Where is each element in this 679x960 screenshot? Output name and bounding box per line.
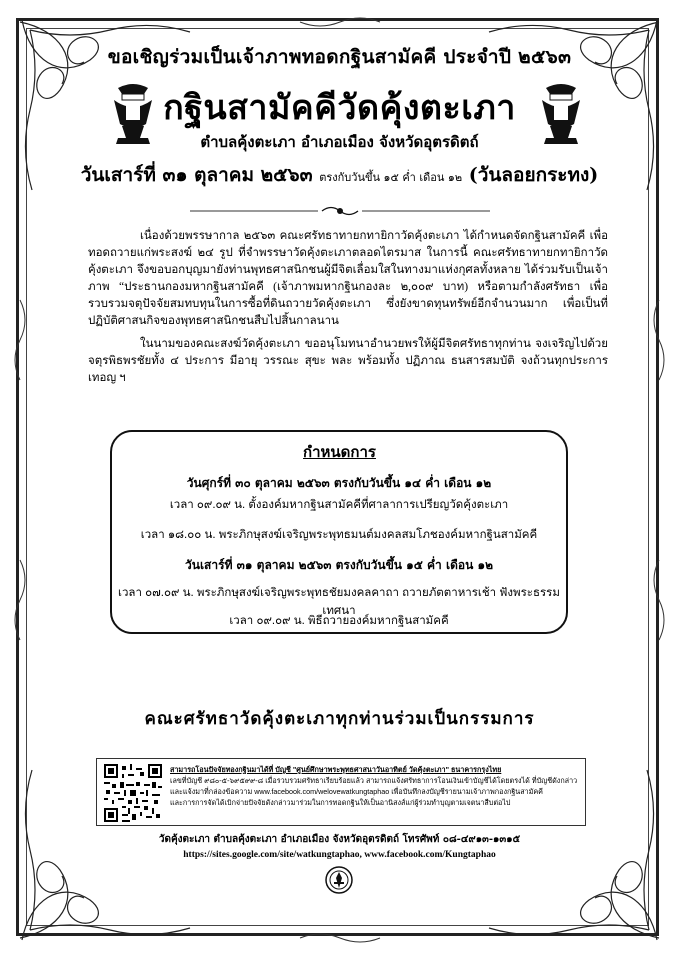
ornamental-divider <box>190 204 490 218</box>
schedule-day-heading: วันเสาร์ที่ ๓๑ ตุลาคม ๒๕๖๓ ตรงกับวันขึ้น ๑๕ ค่ำ เดือน ๑๒ <box>185 558 493 572</box>
donation-line: และแจ้งมาที่กล่องข้อความ www.facebook.com/welovewatkungtaphao เพื่อบันทึกลงบัญชีรายนามเจ้าภาพกองกฐินสามัคคี <box>170 787 543 796</box>
footer-address: วัดคุ้งตะเภา ตำบลคุ้งตะเภา อำเภอเมือง จังหวัดอุตรดิตถ์ โทรศัพท์ ๐๘-๔๙๑๓-๑๓๑๕ <box>158 834 521 845</box>
schedule-item: เวลา ๐๙.๐๙ น. ตั้งองค์มหากฐินสามัคคีที่ศาลาการเปรียญวัดคุ้งตะเภา <box>169 499 509 511</box>
date-lunar: ตรงกับวันขึ้น ๑๕ ค่ำ เดือน ๑๒ <box>319 171 463 184</box>
donation-line: เลขที่บัญชี ๙๘๐-๕-๖๙๕๙๙-๘ เมื่อรวบรวมศรัทธาเรียบร้อยแล้ว สามารถแจ้งศรัทธาการโอนเงินเข้าบัญชีได้โดยตรงได้ ที่บัญชีดังกล่าว <box>170 776 578 785</box>
donation-text <box>170 764 578 808</box>
body-paragraph: ในนามของคณะสงฆ์วัดคุ้งตะเภา ขออนุโมทนาอำนวยพรให้ผู้มีจิตศรัทธาทุกท่าน จงเจริญไปด้วยจตุรพิธพรชัยทั้ง ๔ ประการ มีอายุ วรรณะ สุขะ พละ พร้อมทั้ง ปฏิภาณ ธนสารสมบัติ จงถ้วนทุกประการ เทอญ ฯ <box>88 338 608 384</box>
date-main: วันเสาร์ที่ ๓๑ ตุลาคม ๒๕๖๓ <box>80 164 313 186</box>
schedule-item: เวลา ๑๘.๐๐ น. พระภิกษุสงฆ์เจริญพระพุทธมนต์มงคลสมโภชองค์มหากฐินสามัคคี <box>140 529 538 541</box>
committee-banner: คณะศรัทธาวัดคุ้งตะเภาทุกท่านร่วมเป็นกรรมการ <box>144 709 535 729</box>
ceremony-date <box>0 160 679 190</box>
page-title: กฐินสามัคคีวัดคุ้งตะเภา <box>163 88 516 128</box>
schedule-item: เวลา ๐๙.๐๙ น. พิธีถวายองค์มหากฐินสามัคคี <box>229 615 449 627</box>
schedule-day-heading: วันศุกร์ที่ ๓๐ ตุลาคม ๒๕๖๓ ตรงกับวันขึ้น ๑๔ ค่ำ เดือน ๑๒ <box>186 476 492 490</box>
qr-code-icon[interactable] <box>104 764 162 822</box>
schedule-item: เวลา ๐๗.๐๙ น. พระภิกษุสงฆ์เจริญพระพุทธชัยมงคลคาถา ถวายภัตตาหารเช้า ฟังพระธรรมเทศนา <box>118 587 560 617</box>
body-paragraph: เนื่องด้วยพรรษากาล ๒๕๖๓ คณะศรัทธาทายกทายิกาวัดคุ้งตะเภา ได้กำหนดจัดกฐินสามัคคี เพื่อทอดถวายแก่พระสงฆ์ ๒๔ รูป ที่จำพรรษาวัดคุ้งตะเภาตลอดไตรมาส ในการนี้ คณะศรัทธาทายกทายิกาวัดคุ้งตะเภา จึงขอบอกบุญมายังท่านพุทธศาสนิกชนผู้มีจิตเลื่อมใสในทางมาแห่งกุศลทั้งหลาย ได้ร่วมรับเป็นเจ้าภาพ “ประธานกองมหากฐินสามัคคี (เจ้าภาพมหากฐินกองละ ๒,๐๐๙ บาท) หรือตามกำลังศรัทธา เพื่อรวบรวมจตุปัจจัยสมทบทุนในการซื้อที่ดินถวายวัดคุ้งตะเภา ซึ่งยังขาดทุนทรัพย์อีกจำนวนมาก เพื่อเป็นที่ปฏิบัติศาสนกิจของพุทธศาสนิกชนสืบไปสิ้นกาลนาน <box>88 230 608 327</box>
invitation-body <box>88 228 608 393</box>
date-note: (วันลอยกระทง) <box>468 164 599 186</box>
invitation-heading: ขอเชิญร่วมเป็นเจ้าภาพทอดกฐินสามัคคี ประจำปี ๒๕๖๓ <box>107 46 572 68</box>
temple-address: ตำบลคุ้งตะเภา อำเภอเมือง จังหวัดอุตรดิตถ์ <box>200 133 479 151</box>
temple-seal-icon <box>325 866 353 894</box>
footer-links[interactable]: https://sites.google.com/site/watkungtaphao, www.facebook.com/Kungtaphao <box>183 850 496 860</box>
schedule-title: กำหนดการ <box>303 443 376 461</box>
donation-line: สามารถโอนปัจจัยทองกฐินมาได้ที่ บัญชี "ศูนย์ศึกษาพระพุทธศาสนาวันอาทิตย์ วัดคุ้งตะเภา" ธนาคารกรุงไทย <box>170 765 502 774</box>
donation-line: และการการจัดได้เบิกจ่ายปัจจัยดังกล่าวมาร่วมในการทอดกฐินให้เป็นอานิสงส์แก่ผู้ร่วมทำบุญตามเจตนาสืบต่อไป <box>170 798 511 807</box>
